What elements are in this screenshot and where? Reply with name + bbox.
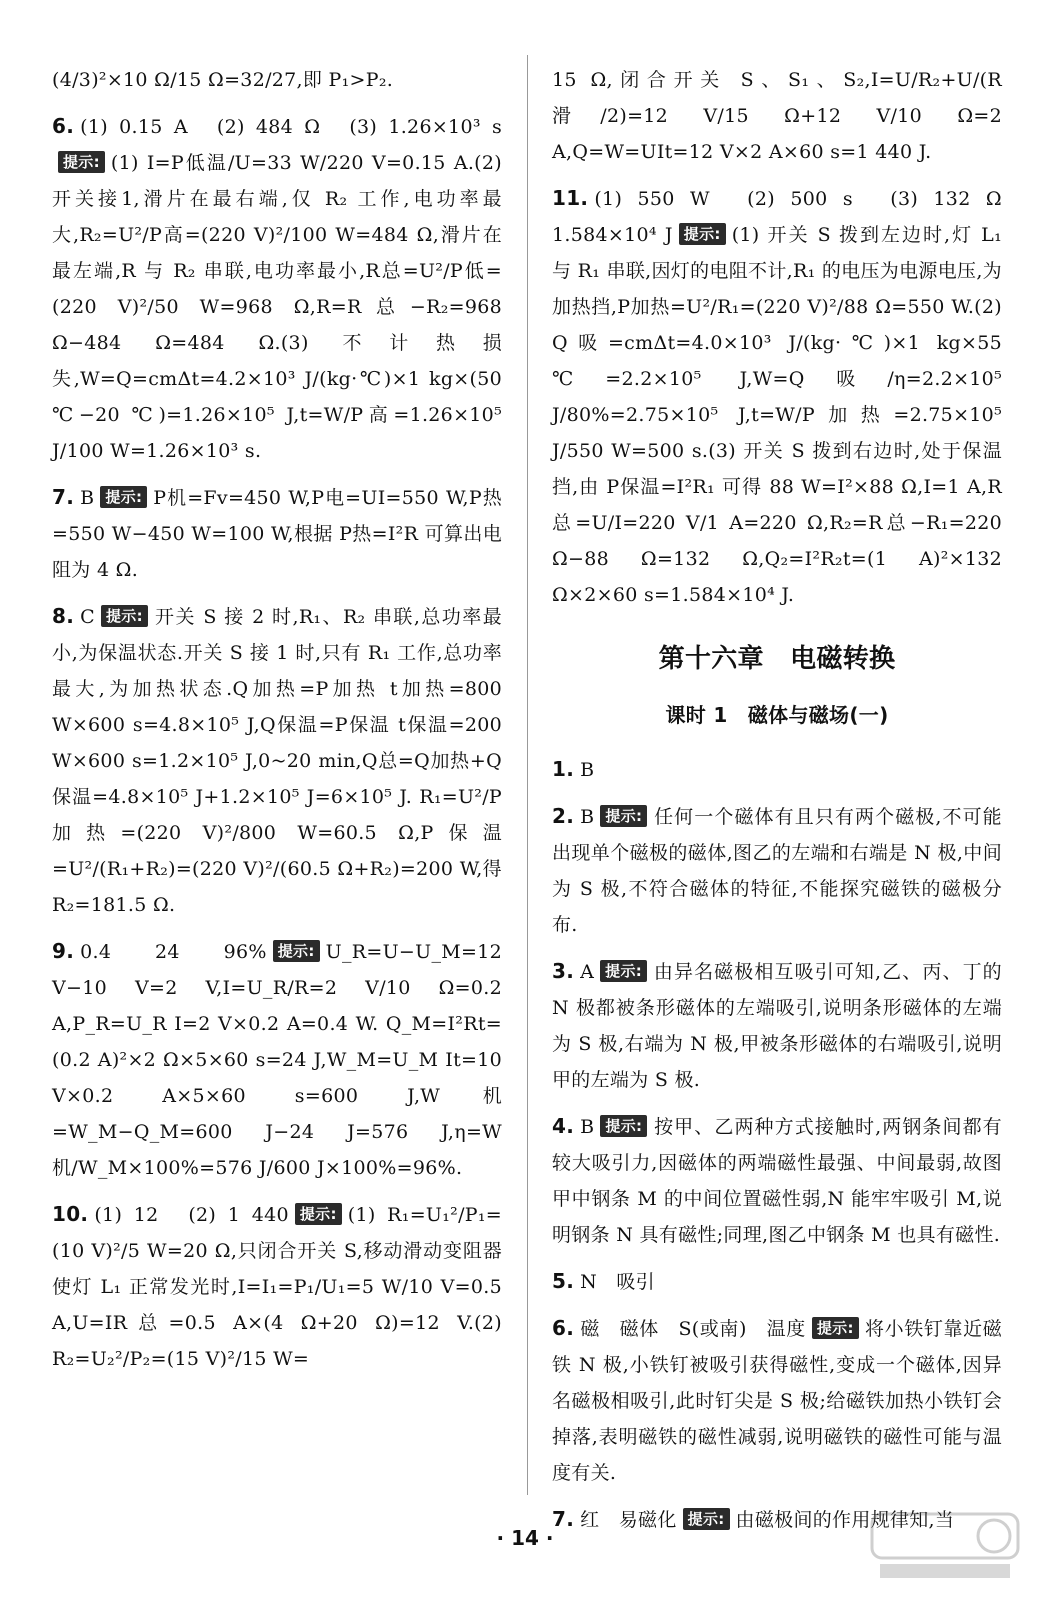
hint-badge: 提示:	[679, 223, 726, 245]
answer-item-11	[552, 180, 1022, 613]
hint-badge: 提示:	[812, 1317, 859, 1339]
item-number: 4.	[552, 1114, 575, 1138]
item-explanation: 由磁极间的作用规律知,当	[735, 1509, 955, 1531]
answer-item-8	[52, 598, 502, 923]
item-answer: B	[580, 1116, 595, 1138]
hint-badge: 提示:	[273, 940, 320, 962]
item-answer: 红 易磁化	[580, 1509, 677, 1531]
item-explanation: (1) I=P低温/U=33 W/220 V=0.15 A.(2) 开关接1,滑片在最右端,仅 R₂ 工作,电功率最大,R₂=U²/P高=(220 V)²/100 W=484 Ω,滑片在最左端,R 与 R₂ 串联,电功率最小,R总=U²/P低=(220 V)²/50 W=968 Ω,R=R总−R₂=968 Ω−484 Ω=484 Ω.(3) 不计热损失,W=Q=cmΔt=4.2×10³ J/(kg·℃)×1 kg×(50 ℃−20 ℃)=1.26×10⁵ J,t=W/P高=1.26×10⁵ J/100 W=1.26×10³ s.	[52, 152, 502, 462]
answer-item-c5	[552, 1263, 1002, 1300]
item-number: 2.	[552, 804, 575, 828]
answer-item-10	[52, 1196, 502, 1377]
item-explanation: 开关 S 接 2 时,R₁、R₂ 串联,总功率最小,为保温状态.开关 S 接 1 时,只有 R₁ 工作,总功率最大,为加热状态.Q加热=P加热 t加热=800 W×600 s=4.8×10⁵ J,Q保温=P保温 t保温=200 W×600 s=1.2×10⁵ J,0~20 min,Q总=Q加热+Q保温=4.8×10⁵ J+1.2×10⁵ J=6×10⁵ J. R₁=U²/P加热=(220 V)²/800 W=60.5 Ω,P保温=U²/(R₁+R₂)=(220 V)²/(60.5 Ω+R₂)=200 W,得 R₂=181.5 Ω.	[52, 606, 502, 916]
item-explanation: (1) 开关 S 拨到左边时,灯 L₁ 与 R₁ 串联,因灯的电阻不计,R₁ 的电压为电源电压,为加热挡,P加热=U²/R₁=(220 V)²/88 Ω=550 W.(2) Q吸=cmΔt=4.0×10³ J/(kg·℃)×1 kg×55 ℃=2.2×10⁵ J,W=Q吸/η=2.2×10⁵ J/80%=2.75×10⁵ J,t=W/P加热=2.75×10⁵ J/550 W=500 s.(3) 开关 S 拨到右边时,处于保温挡,由 P保温=I²R₁ 可得 88 W=I²×88 Ω,I=1 A,R总=U/I=220 V/1 A=220 Ω,R₂=R总−R₁=220 Ω−88 Ω=132 Ω,Q₂=I²R₂t=(1 A)²×132 Ω×2×60 s=1.584×10⁴ J.	[552, 224, 1002, 606]
item-answer: B	[580, 806, 595, 828]
item-answer: N 吸引	[580, 1271, 655, 1293]
item-answer: B	[80, 487, 95, 509]
watermark-logo	[870, 1512, 1020, 1582]
item-answer: (1) 550 W (2) 500 s (3) 132 Ω 1.584×10⁴ J	[552, 188, 1022, 246]
item-number: 11.	[552, 186, 589, 210]
item-explanation: 由异名磁极相互吸引可知,乙、丙、丁的 N 极都被条形磁体的左端吸引,说明条形磁体的左端为 S 极,右端为 N 极,甲被条形磁体的右端吸引,说明甲的左端为 S 极.	[552, 961, 1002, 1091]
item-explanation: (1) R₁=U₁²/P₁=(10 V)²/5 W=20 Ω,只闭合开关 S,移动滑动变阻器使灯 L₁ 正常发光时,I=I₁=P₁/U₁=5 W/10 V=0.5 A,U=IR总=0.5 A×(4 Ω+20 Ω)=12 V.(2) R₂=U₂²/P₂=(15 V)²/15 W=	[52, 1204, 502, 1370]
answer-item-6	[52, 108, 502, 469]
answer-item-c6	[552, 1310, 1002, 1491]
answer-item-9	[52, 933, 502, 1186]
hint-badge: 提示:	[58, 151, 105, 173]
item-number: 7.	[552, 1507, 575, 1531]
lesson-title: 课时 1 磁体与磁场(一)	[665, 703, 889, 727]
item-number: 5.	[552, 1269, 575, 1293]
item-number: 9.	[52, 939, 75, 963]
item-number: 6.	[52, 114, 75, 138]
right-column	[552, 62, 1022, 1548]
answer-item-c3	[552, 953, 1002, 1098]
chapter-title: 第十六章 电磁转换	[658, 644, 896, 674]
item-answer: B	[580, 759, 595, 781]
hint-badge: 提示:	[100, 486, 147, 508]
item-answer: C	[80, 606, 95, 628]
item-answer: 0.4 24 96%	[80, 941, 267, 963]
item-answer: (1) 0.15 A (2) 484 Ω (3) 1.26×10³ s	[80, 116, 502, 138]
item-number: 10.	[52, 1202, 89, 1226]
item-explanation: 任何一个磁体有且只有两个磁极,不可能出现单个磁极的磁体,图乙的左端和右端是 N 极,中间为 S 极,不符合磁体的特征,不能探究磁铁的磁极分布.	[552, 806, 1002, 936]
answer-item-c1	[552, 751, 1002, 788]
hint-badge: 提示:	[600, 960, 647, 982]
left-column	[52, 62, 502, 1387]
hint-badge: 提示:	[600, 805, 647, 827]
item-explanation: 按甲、乙两种方式接触时,两钢条间都有较大吸引力,因磁体的两端磁性最强、中间最弱,故图甲中钢条 M 的中间位置磁性弱,N 能牢牢吸引 M,说明钢条 N 具有磁性;同理,图乙中钢条 M 也具有磁性.	[552, 1116, 1002, 1246]
hint-badge: 提示:	[101, 605, 148, 627]
item-number: 3.	[552, 959, 575, 983]
column-divider	[527, 55, 528, 1495]
hint-badge: 提示:	[600, 1115, 647, 1137]
answer-item-c4	[552, 1108, 1002, 1253]
item-explanation: U_R=U−U_M=12 V−10 V=2 V,I=U_R/R=2 V/10 Ω=0.2 A,P_R=U_R I=2 V×0.2 A=0.4 W. Q_M=I²Rt=(0.2 A)²×2 Ω×5×60 s=24 J,W_M=U_M It=10 V×0.2 A×5×60 s=600 J,W机=W_M−Q_M=600 J−24 J=576 J,η=W机/W_M×100%=576 J/600 J×100%=96%.	[52, 941, 502, 1179]
answer-item-c2	[552, 798, 1002, 943]
hint-badge: 提示:	[683, 1508, 730, 1530]
answer-item-10-continuation: 15 Ω,闭合开关 S、S₁、S₂,I=U/R₂+U/(R滑/2)=12 V/15 Ω+12 V/10 Ω=2 A,Q=W=UIt=12 V×2 A×60 s=1 440 J.	[552, 69, 1002, 163]
item-answer: A	[580, 961, 595, 983]
item-explanation: 将小铁钉靠近磁铁 N 极,小铁钉被吸引获得磁性,变成一个磁体,因异名磁极相吸引,此时钉尖是 S 极;给磁铁加热小铁钉会掉落,表明磁铁的磁性减弱,说明磁铁的磁性可能与温度有关.	[552, 1318, 1002, 1484]
item-explanation: P机=Fv=450 W,P电=UI=550 W,P热=550 W−450 W=100 W,根据 P热=I²R 可算出电阻为 4 Ω.	[52, 487, 502, 581]
item-number: 1.	[552, 757, 575, 781]
answer-item-7	[52, 479, 502, 588]
page-number: · 14 ·	[496, 1526, 554, 1550]
item-answer: 磁 磁体 S(或南) 温度	[580, 1318, 806, 1340]
item-number: 6.	[552, 1316, 575, 1340]
item-answer: (1) 12 (2) 1 440	[94, 1204, 289, 1226]
item-number: 8.	[52, 604, 75, 628]
hint-badge: 提示:	[295, 1203, 342, 1225]
item-number: 7.	[52, 485, 75, 509]
answer-continuation: (4/3)²×10 Ω/15 Ω=32/27,即 P₁>P₂.	[52, 69, 394, 91]
